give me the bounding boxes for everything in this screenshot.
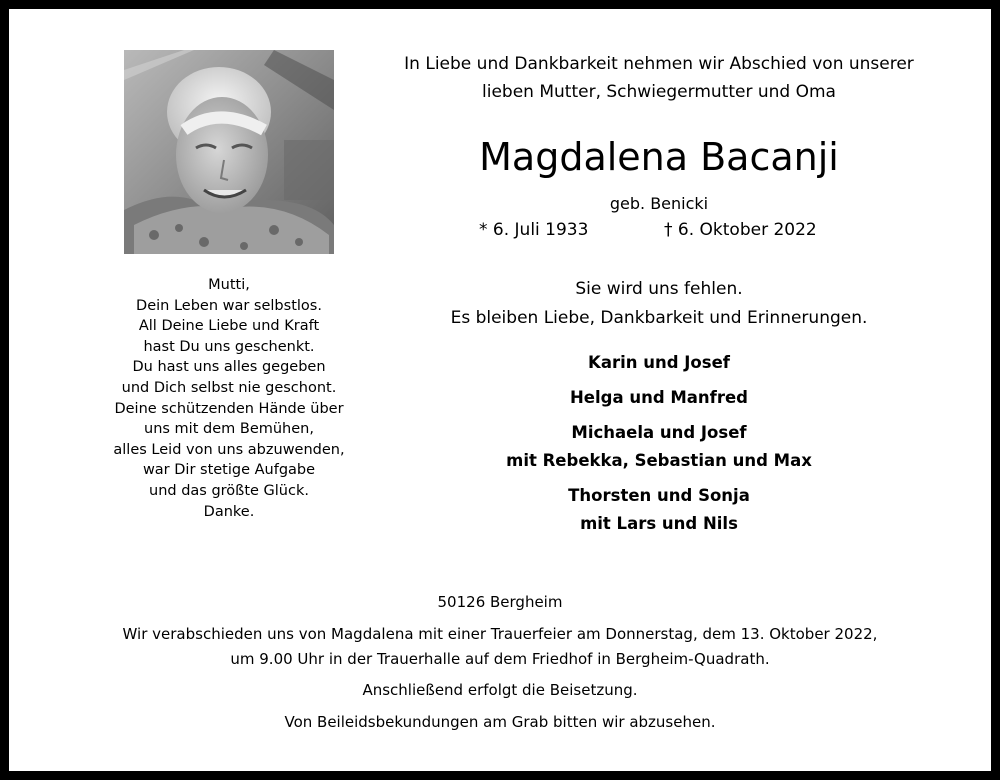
condolence-note: Von Beileidsbekundungen am Grab bitten wir abzusehen. — [284, 713, 716, 731]
mourner-line: mit Rebekka, Sebastian und Max — [506, 451, 812, 470]
mourner-group — [359, 384, 959, 412]
death-date: † 6. Oktober 2022 — [664, 220, 817, 240]
poem — [79, 275, 379, 522]
mourner-line: mit Lars und Nils — [580, 514, 738, 533]
poem-line: alles Leid von uns abzuwenden, — [113, 441, 345, 458]
burial-info: Anschließend erfolgt die Beisetzung. — [362, 681, 638, 699]
poem-line: und das größte Glück. — [149, 482, 309, 499]
poem-line: Danke. — [203, 503, 255, 520]
poem-line: Deine schützenden Hände über — [114, 400, 344, 417]
ceremony-line: Wir verabschieden uns von Magdalena mit einer Trauerfeier am Donnerstag, dem 13. Oktober 2022, — [122, 625, 878, 643]
portrait-photo — [124, 50, 334, 254]
poem-line: All Deine Liebe und Kraft — [138, 318, 320, 335]
intro-line: In Liebe und Dankbarkeit nehmen wir Abschied von unserer — [404, 54, 914, 74]
intro-text — [359, 50, 959, 106]
mourner-group — [359, 349, 959, 377]
poem-line: hast Du uns geschenkt. — [143, 338, 315, 355]
mourner-line: Thorsten und Sonja — [568, 486, 750, 505]
portrait-image — [124, 50, 334, 254]
poem-line: Mutti, — [208, 277, 250, 293]
mourner-line: Karin und Josef — [588, 353, 730, 372]
poem-line: Dein Leben war selbstlos. — [136, 297, 322, 314]
poem-line: und Dich selbst nie geschont. — [121, 379, 337, 396]
mourner-group — [359, 419, 959, 475]
obituary-notice — [9, 9, 991, 771]
place: 50126 Bergheim — [437, 593, 563, 611]
ceremony-line: um 9.00 Uhr in der Trauerhalle auf dem Friedhof in Bergheim-Quadrath. — [230, 650, 770, 668]
saying — [359, 275, 959, 333]
mourner-line: Helga und Manfred — [569, 388, 748, 407]
saying-line: Sie wird uns fehlen. — [575, 279, 743, 299]
intro-line: lieben Mutter, Schwiegermutter und Oma — [482, 82, 836, 102]
deceased-name: Magdalena Bacanji — [479, 135, 839, 179]
poem-line: Du hast uns alles gegeben — [132, 359, 326, 376]
mourners-list — [359, 349, 959, 545]
birth-name: geb. Benicki — [609, 194, 709, 213]
mourner-line: Michaela und Josef — [571, 423, 747, 442]
ceremony-info — [9, 622, 991, 672]
saying-line: Es bleiben Liebe, Dankbarkeit und Erinnerungen. — [450, 308, 868, 328]
mourner-group — [359, 482, 959, 538]
poem-line: war Dir stetige Aufgabe — [142, 462, 316, 479]
birth-date: * 6. Juli 1933 — [479, 220, 589, 240]
poem-line: uns mit dem Bemühen, — [144, 421, 314, 438]
